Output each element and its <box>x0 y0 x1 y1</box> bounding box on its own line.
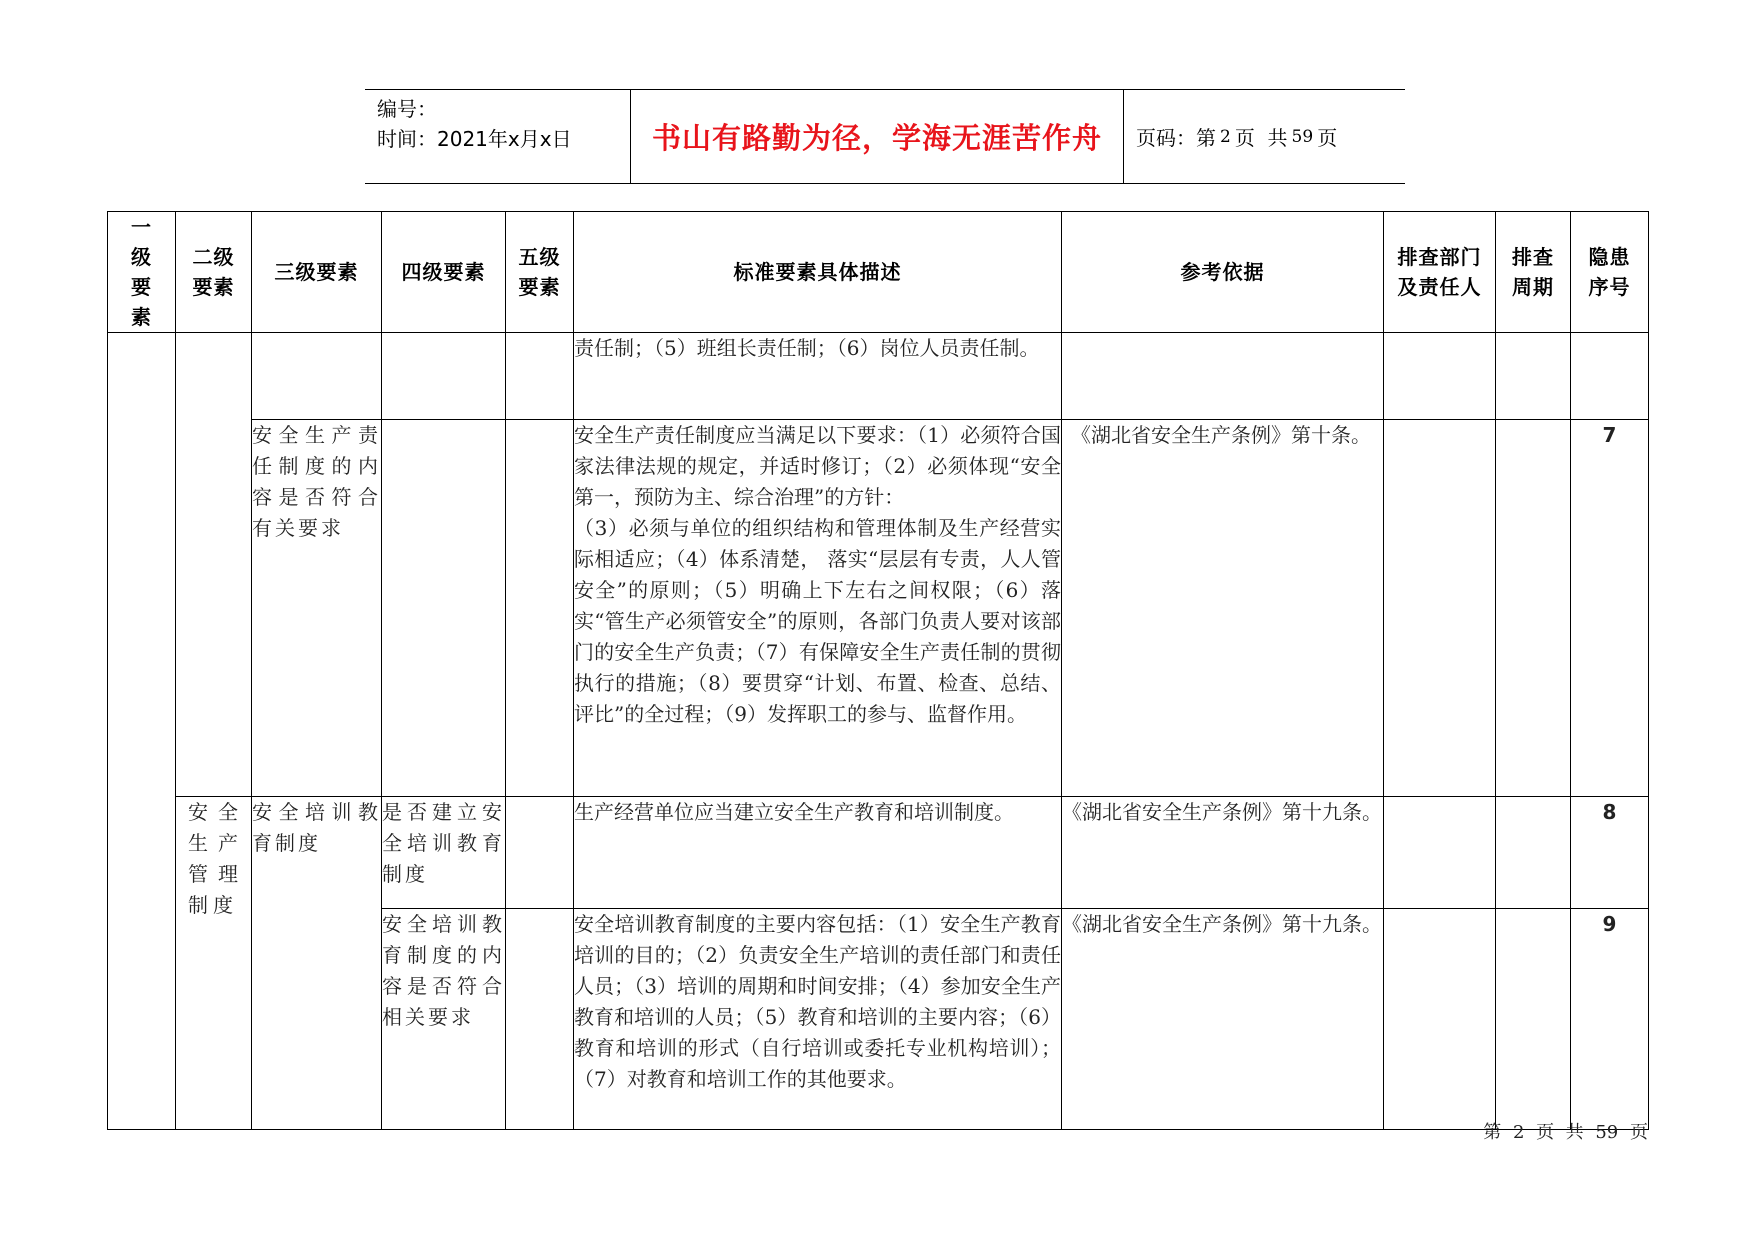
column-header-hazard-number: 隐患序号 <box>1571 212 1649 333</box>
level4-cell <box>382 333 506 420</box>
document-time: 时间：2021年x月x日 <box>377 127 572 151</box>
header-motto: 书山有路勤为径，学海无涯苦作舟 <box>630 90 1124 183</box>
hazard-number-cell <box>1571 333 1649 420</box>
level5-cell <box>506 420 574 797</box>
reference-cell: 《湖北省安全生产条例》第十九条。 <box>1062 909 1384 1130</box>
footer-mid: 页 共 <box>1536 1122 1584 1143</box>
reference-cell <box>1062 333 1384 420</box>
cycle-cell <box>1496 797 1571 909</box>
inspection-table <box>107 211 1649 1130</box>
level3-cell <box>252 333 382 420</box>
description-cell: 生产经营单位应当建立安全生产教育和培训制度。 <box>574 797 1062 909</box>
footer-total: 59 <box>1595 1122 1619 1143</box>
department-cell <box>1384 333 1496 420</box>
description-cell: 安全生产责任制度应当满足以下要求：（1）必须符合国家法律法规的规定，并适时修订；（2）必须体现“安全第一，预防为主、综合治理”的方针： （3）必须与单位的组织结构和管理体制及生产经营实际相适应；（4）体系清楚， 落实“层层有专责，人人管安全”的原则；（5）明确上下左右之间权限；（6）落实“管生产必须管安全”的原则，各部门负责人要对该部门的安全生产负责；（7）有保障安全生产责任制的贯彻执行的措施；（8）要贯穿“计划、布置、检查、总结、评比”的全过程；（9）发挥职工的参与、监督作用。 <box>574 420 1062 797</box>
column-header-level5: 五级要素 <box>506 212 574 333</box>
table-row <box>108 797 1649 909</box>
reference-cell: 《湖北省安全生产条例》第十九条。 <box>1062 797 1384 909</box>
column-header-level2: 二级要素 <box>176 212 252 333</box>
cycle-cell <box>1496 333 1571 420</box>
level5-cell <box>506 909 574 1130</box>
description-cell: 责任制；（5）班组长责任制；（6）岗位人员责任制。 <box>574 333 1062 420</box>
level5-cell <box>506 797 574 909</box>
footer-prefix: 第 <box>1483 1122 1502 1143</box>
level4-cell <box>382 420 506 797</box>
page-total: 59 <box>1291 126 1314 147</box>
column-header-level3: 三级要素 <box>252 212 382 333</box>
column-header-level4: 四级要素 <box>382 212 506 333</box>
page-suffix: 页 <box>1317 126 1338 150</box>
page-mid: 页 共 <box>1234 126 1288 150</box>
column-header-department: 排查部门及责任人 <box>1384 212 1496 333</box>
department-cell <box>1384 420 1496 797</box>
level2-cell <box>176 333 252 797</box>
level4-cell: 安全培训教育制度的内容是否符合相关要求 <box>382 909 506 1130</box>
footer-current: 2 <box>1512 1122 1525 1143</box>
column-header-description: 标准要素具体描述 <box>574 212 1062 333</box>
header-meta <box>365 90 630 183</box>
level1-cell <box>108 333 176 1130</box>
table-row <box>108 420 1649 797</box>
column-header-cycle: 排查周期 <box>1496 212 1571 333</box>
page-prefix: 页码：第 <box>1136 126 1216 150</box>
level3-cell: 安全培训教育制度 <box>252 797 382 1130</box>
hazard-number-cell: 8 <box>1571 797 1649 909</box>
cycle-cell <box>1496 420 1571 797</box>
level4-cell: 是否建立安全培训教育制度 <box>382 797 506 909</box>
document-header <box>365 89 1405 184</box>
header-page-info <box>1124 90 1405 183</box>
cycle-cell <box>1496 909 1571 1130</box>
description-cell: 安全培训教育制度的主要内容包括：（1）安全生产教育培训的目的；（2）负责安全生产培训的责任部门和责任人员；（3）培训的周期和时间安排；（4）参加安全生产教育和培训的人员；（5）教育和培训的主要内容；（6）教育和培训的形式（自行培训或委托专业机构培训）；（7）对教育和培训工作的其他要求。 <box>574 909 1062 1130</box>
table-header-row <box>108 212 1649 333</box>
column-header-reference: 参考依据 <box>1062 212 1384 333</box>
level3-cell: 安全生产责任制度的内容是否符合有关要求 <box>252 420 382 797</box>
department-cell <box>1384 909 1496 1130</box>
footer-suffix: 页 <box>1630 1122 1648 1143</box>
hazard-number-cell: 9 <box>1571 909 1649 1130</box>
reference-cell: 《湖北省安全生产条例》第十条。 <box>1062 420 1384 797</box>
hazard-number-cell: 7 <box>1571 420 1649 797</box>
column-header-level1: 一级要素 <box>108 212 176 333</box>
department-cell <box>1384 797 1496 909</box>
level2-cell: 安全生产管理制度 <box>176 797 252 1130</box>
page-current: 2 <box>1220 126 1231 147</box>
page-footer <box>1483 1118 1648 1144</box>
level5-cell <box>506 333 574 420</box>
table-row <box>108 333 1649 420</box>
document-number-label: 编号： <box>377 97 437 121</box>
